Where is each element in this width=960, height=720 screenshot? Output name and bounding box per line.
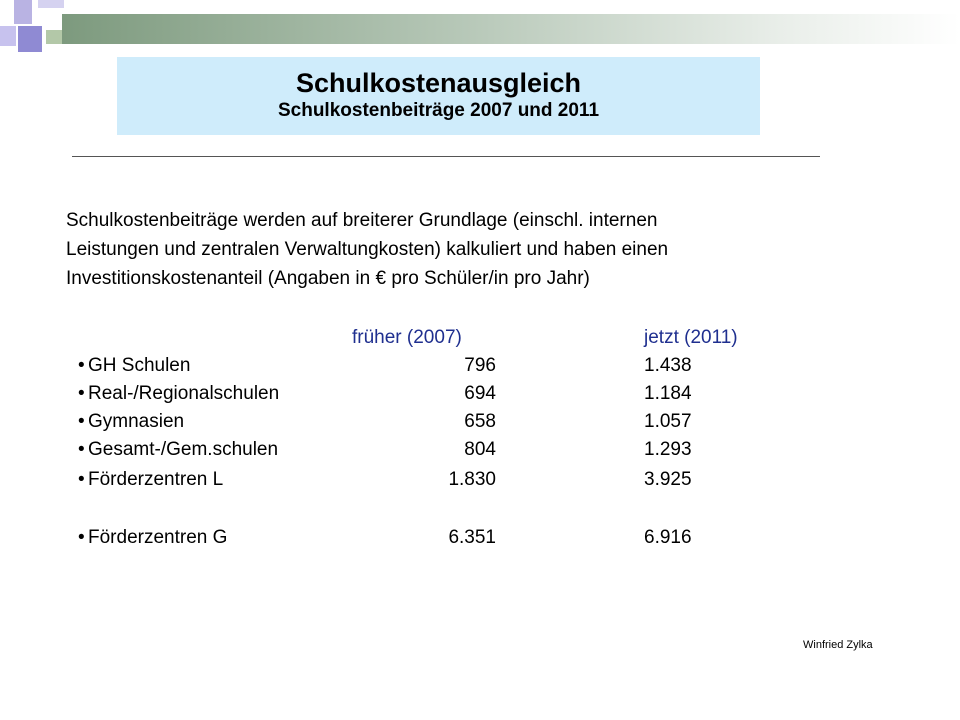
author-credit: Winfried Zylka (803, 639, 873, 651)
decoration-square (14, 0, 32, 24)
title-box (117, 57, 760, 135)
table-row (78, 408, 778, 436)
value-2011: 1.184 (644, 383, 692, 404)
value-2007: 658 (464, 411, 496, 432)
intro-line: Schulkostenbeiträge werden auf breiterer Grundlage (einschl. internen (66, 210, 658, 231)
decoration-square (0, 26, 16, 46)
intro-line: Investitionskostenanteil (Angaben in € pro Schüler/in pro Jahr) (66, 268, 590, 289)
bullet: • (78, 383, 85, 404)
decoration-square (46, 30, 62, 44)
divider (72, 156, 820, 157)
value-2011: 1.438 (644, 355, 692, 376)
intro-text (66, 206, 826, 293)
table-row (78, 436, 778, 464)
row-label: Förderzentren L (88, 469, 224, 490)
value-2011: 1.293 (644, 439, 692, 460)
bullet: • (78, 411, 85, 432)
value-2011: 3.925 (644, 469, 692, 490)
bullet: • (78, 527, 85, 548)
value-2011: 1.057 (644, 411, 692, 432)
bullet: • (78, 355, 85, 376)
page-subtitle: Schulkostenbeiträge 2007 und 2011 (277, 100, 600, 121)
bullet: • (78, 469, 85, 490)
row-label: Gymnasien (88, 411, 185, 432)
row-label: GH Schulen (88, 355, 191, 376)
column-header-2011: jetzt (2011) (644, 327, 738, 348)
bullet: • (78, 439, 85, 460)
value-2007: 6.351 (448, 527, 496, 548)
row-label: Real-/Regionalschulen (88, 383, 280, 404)
decoration-square (38, 0, 64, 8)
value-2007: 1.830 (448, 469, 496, 490)
header-decoration-bar (62, 14, 960, 44)
row-label: Gesamt-/Gem.schulen (88, 439, 279, 460)
decoration-square (18, 26, 42, 52)
table-row (78, 524, 778, 552)
value-2011: 6.916 (644, 527, 692, 548)
table-row (78, 352, 778, 380)
table-row (78, 380, 778, 408)
value-2007: 694 (464, 383, 496, 404)
page-title: Schulkostenausgleich (295, 68, 582, 98)
table-row (78, 466, 778, 494)
value-2007: 804 (464, 439, 496, 460)
value-2007: 796 (464, 355, 496, 376)
intro-line: Leistungen und zentralen Verwaltungkosten) kalkuliert und haben einen (66, 239, 669, 260)
row-label: Förderzentren G (88, 527, 228, 548)
column-header-2007: früher (2007) (352, 327, 462, 348)
